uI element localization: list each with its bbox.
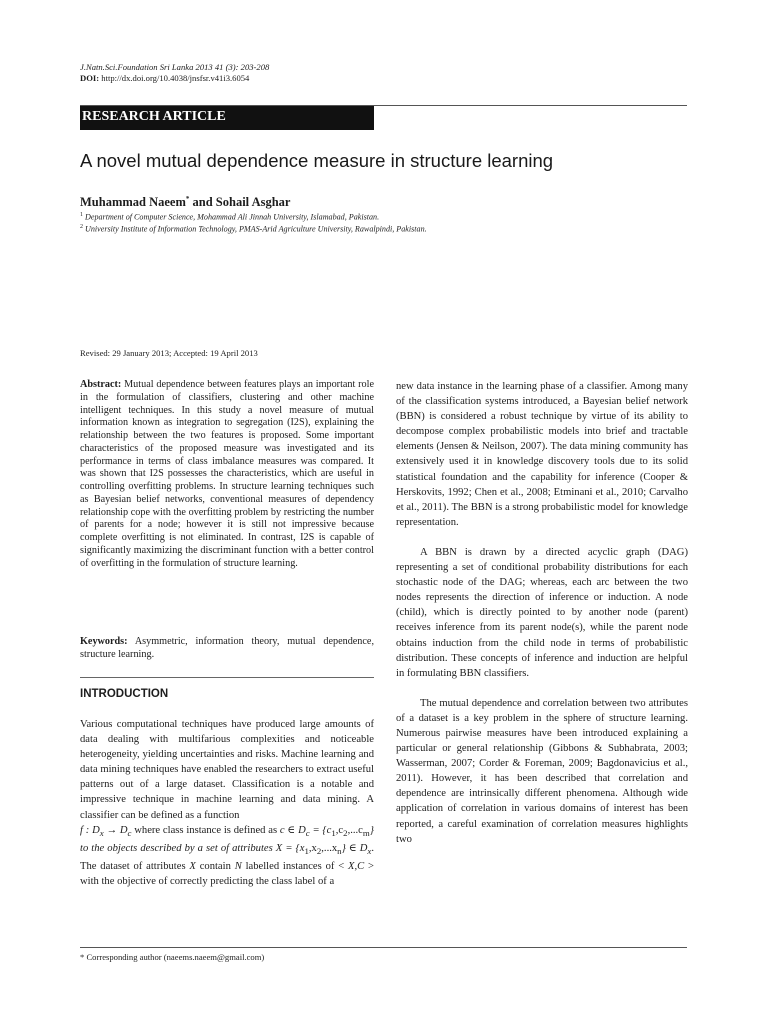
math-f: f : D bbox=[80, 824, 100, 836]
doi-line bbox=[80, 73, 249, 84]
affiliation-number: 2 bbox=[80, 224, 83, 230]
right-paragraph-1: new data instance in the learning phase of a classifier. Among many of the classification systems introduced, a Bayesian belief network (BBN) is considered a robust technique by virtue of its ability to decompose complex probabilistic models into brief and tractable elements (Jensen & Neilson, 2007). The data mining community has extensively used it in knowledge discovery tools due to its solid statistical foundation and the capability for inference (Cooper & Herskovits, 1992; Chen et al., 2008; Etminani et al., 2010; Carvalho et al., 2011). The BBN is a strong probabilistic model for knowledge representation. bbox=[396, 381, 688, 528]
introduction-paragraph: Various computational techniques have produced large amounts of data dealing with multifarious complexities and noticeable heterogeneity, yielding uncertainties and risks. Machine learning and data mining techniques have enabled the researchers to extract useful patterns out of a large dataset. Classification is a notable and impressive technique in machine learning and data mining. A classifier can be defined as a function f : $D_x \to D_c$ where class instance is defined as c ∈ $D_c = \{c_1,c_2,...c_m\}$ to the objects described by a set of attributes $X = \{x_1,x_2,...x_n\}$ ∈ $D_x$. The dataset of attributes X contain N labelled instances of < X,C > with the objective of correctly predicting the class label of a bbox=[80, 719, 374, 888]
corresponding-marker: * bbox=[185, 195, 190, 203]
keywords bbox=[80, 636, 374, 662]
doi-link[interactable]: http://dx.doi.org/10.4038/jnsfsr.v41i3.6054 bbox=[101, 73, 250, 83]
math-x: X = {x bbox=[275, 842, 305, 854]
keywords-label: Keywords: bbox=[80, 636, 128, 647]
abstract-label: Abstract: bbox=[80, 379, 122, 390]
revision-dates: Revised: 29 January 2013; Accepted: 19 April 2013 bbox=[80, 348, 258, 358]
author-rest: and Sohail Asghar bbox=[189, 195, 291, 210]
corresponding-author-footnote: * Corresponding author (naeems.naeem@gmail.com) bbox=[80, 952, 265, 962]
keywords-text: Asymmetric, information theory, mutual dependence, structure learning. bbox=[80, 636, 374, 660]
journal-citation: J.Natn.Sci.Foundation Sri Lanka 2013 41 (3): 203-208 bbox=[80, 62, 270, 72]
abstract bbox=[80, 379, 374, 570]
affiliation-number: 1 bbox=[80, 212, 83, 218]
affiliation-text: University Institute of Information Technology, PMAS-Arid Agriculture University, Rawalpindi, Pakistan. bbox=[83, 224, 427, 234]
author-first: Muhammad Naeem bbox=[80, 195, 186, 210]
math-N: N bbox=[234, 861, 242, 873]
intro-text: . The dataset of attributes bbox=[80, 842, 374, 873]
math-sub: c bbox=[305, 827, 310, 838]
intro-text: Various computational techniques have produced large amounts of data dealing with multifarious complexities and noticeable heterogeneity, yielding uncertainties and risks. Machine learning and data mining techniques have enabled the researchers to extract useful patterns out of a large dataset. Classification is a notable and impressive technique in machine learning and data mining. A classifier can be defined as a function bbox=[80, 719, 374, 821]
math-c-set: = {c bbox=[309, 824, 332, 836]
math-c: c ∈ D bbox=[279, 824, 306, 836]
intro-text: where class instance is defined as bbox=[131, 824, 280, 836]
intro-text: labelled instances of < bbox=[241, 861, 349, 873]
right-paragraph-3: The mutual dependence and correlation between two attributes of a dataset is a key problem in the sphere of structure learning. Numerous pairwise measures have been introduced explaining a particular or general relationship (Gibbons & Subhabrata, 2003; Wasserman, 2007; Corder & Foreman, 2009; Bagdonavicius et al., 2011). However, it has been described that correlation and dependence are intrinsically different phenomena. Although wide application of correlation in various domains of interest has been reported, a careful examination of correlation measures highlights two bbox=[396, 697, 688, 845]
author-line bbox=[80, 191, 290, 210]
section-heading-introduction: INTRODUCTION bbox=[80, 688, 169, 700]
intro-text: contain bbox=[195, 861, 235, 873]
article-title: A novel mutual dependence measure in structure learning bbox=[80, 150, 554, 171]
intro-text: > with the objective of correctly predicting the class label of a bbox=[80, 861, 374, 888]
math-c-set-end: } to the objects described by a set of attributes bbox=[80, 824, 374, 854]
math-XC: X,C bbox=[348, 861, 365, 873]
right-paragraph-2: A BBN is drawn by a directed acyclic graph (DAG) representing a set of conditional probability distributions for each stochastic node of the DAG; whereas, each arc between the two nodes represents the direction of inference or induction. A node (child), which is directly pointed to by another node (parent) receives inference from its parent node(s), while the parent node obtains induction from the child node in terms of probabilistic distribution. These concepts of inference and induction are helpful in formulating BBN classifiers. bbox=[396, 546, 688, 679]
math-x-set-end: } ∈ D bbox=[341, 842, 368, 854]
doi-label: DOI: bbox=[80, 73, 100, 83]
math-sub: x bbox=[367, 845, 372, 856]
math-X: X bbox=[189, 861, 196, 873]
math-sub: c bbox=[127, 827, 132, 838]
abstract-text: Mutual dependence between features plays an important role in the formulation of classifiers, clustering and other machine intelligent techniques. In this study a novel measure of mutual information known as integration to segregation (I2S), explaining the relationship between the two features is proposed. Some important characteristics of the proposed measure was investigated and its performance in terms of class imbalance measures was compared. It was shown that I2S possesses the characteristics, which are useful in controlling overfitting problems. In structure learning techniques such as Bayesian belief networks, conventional measures of dependency relationship cope with the overfitting problem by restricting the number of parents for a node; however it is still not impressive because complete overfitting is not eliminated. In contrast, I2S is capable of significantly maximizing the discriminant function with a better control of overfitting in the formulation of structure learning. bbox=[80, 379, 374, 569]
article-type-banner: RESEARCH ARTICLE bbox=[80, 106, 374, 130]
math-arrow: → D bbox=[103, 824, 128, 836]
affiliation-2 bbox=[80, 222, 427, 235]
affiliation-text: Department of Computer Science, Mohammad Ali Jinnah University, Islamabad, Pakistan. bbox=[83, 212, 380, 222]
footnote-rule bbox=[80, 947, 687, 948]
math-sub: x bbox=[99, 827, 104, 838]
affiliation-1 bbox=[80, 210, 379, 223]
right-column bbox=[396, 379, 688, 847]
section-rule bbox=[80, 677, 374, 678]
